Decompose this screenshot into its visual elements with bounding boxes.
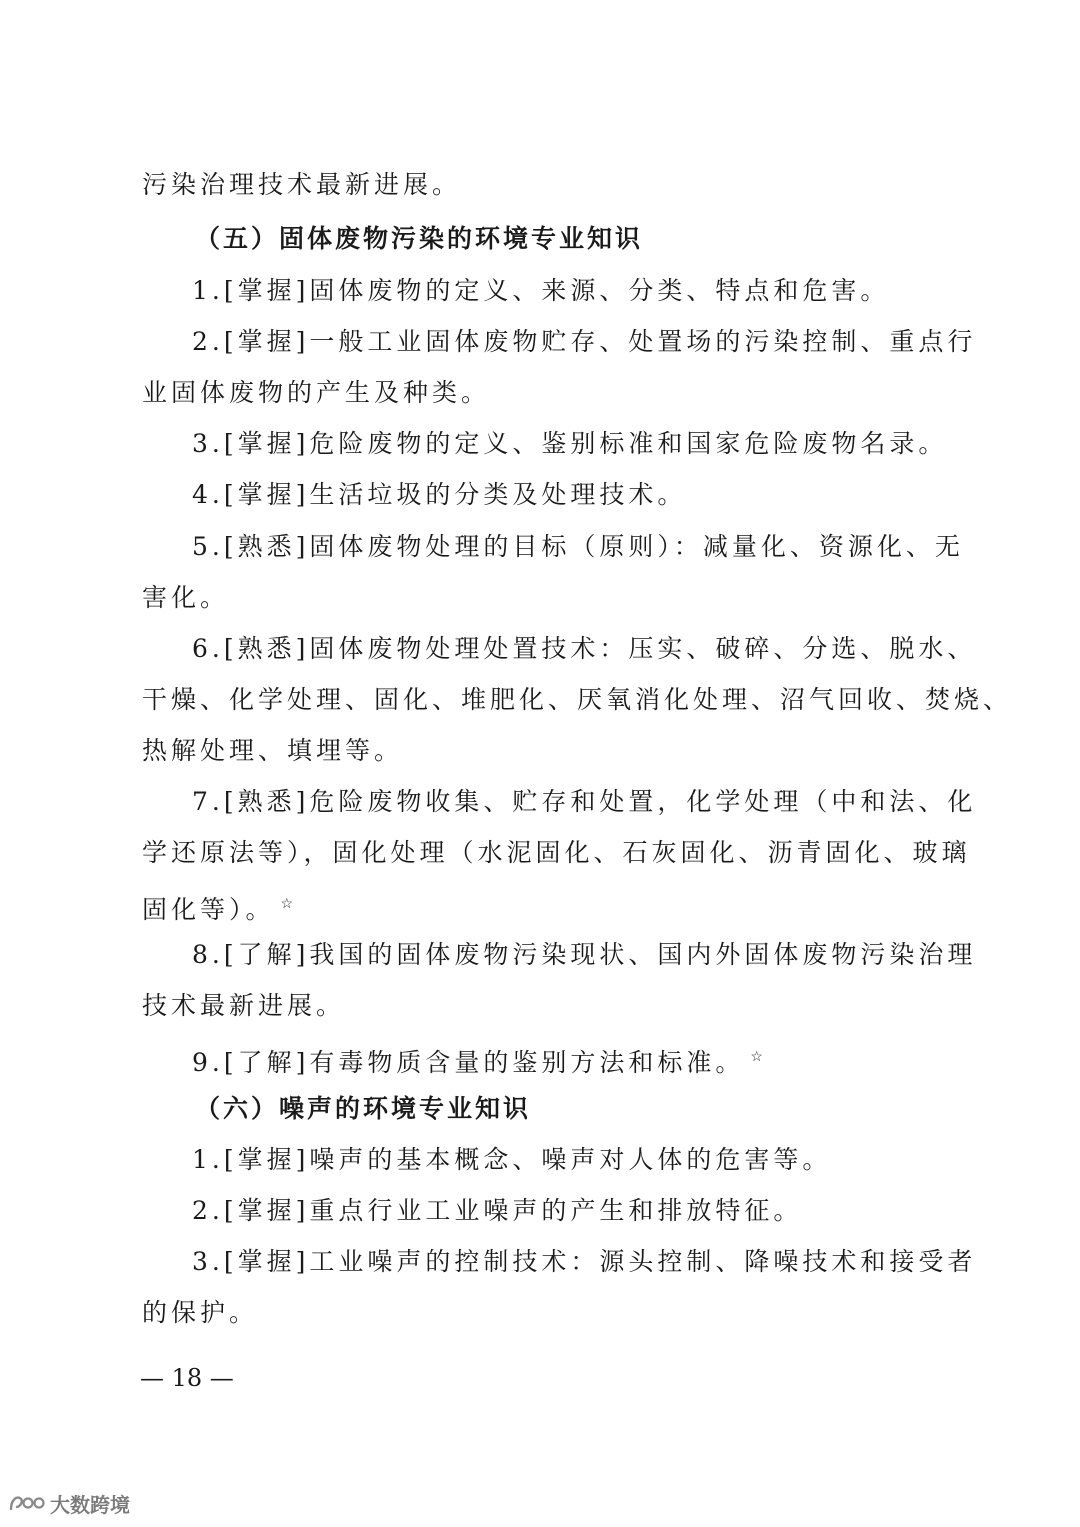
list-item: 1.[掌握]固体废物的定义、来源、分类、特点和危害。 bbox=[192, 276, 890, 305]
list-item: 6.[熟悉]固体废物处理处置技术：压实、破碎、分选、脱水、 bbox=[192, 634, 977, 663]
brand-logo-icon bbox=[8, 1491, 46, 1515]
list-item-continuation: 业固体废物的产生及种类。 bbox=[142, 378, 491, 407]
section-heading-solid-waste: （五）固体废物污染的环境专业知识 bbox=[195, 224, 644, 253]
list-item: 7.[熟悉]危险废物收集、贮存和处置，化学处理（中和法、化 bbox=[192, 787, 977, 816]
list-item: 2.[掌握]一般工业固体废物贮存、处置场的污染控制、重点行 bbox=[192, 327, 977, 356]
list-item-continuation bbox=[142, 887, 942, 924]
list-item-text: 固化等）。 bbox=[142, 895, 275, 924]
watermark bbox=[8, 1488, 130, 1518]
list-item: 5.[熟悉]固体废物处理的目标（原则）：减量化、资源化、无 bbox=[192, 532, 964, 561]
watermark-text: 大数跨境 bbox=[50, 1492, 130, 1517]
paragraph-continuation: 污染治理技术最新进展。 bbox=[142, 170, 462, 199]
list-item-continuation: 学还原法等），固化处理（水泥固化、石灰固化、沥青固化、玻璃 bbox=[142, 838, 971, 867]
list-item: 2.[掌握]重点行业工业噪声的产生和排放特征。 bbox=[192, 1196, 803, 1225]
page-number: — 18 — bbox=[140, 1364, 234, 1392]
list-item-continuation: 技术最新进展。 bbox=[142, 991, 346, 1020]
list-item-continuation: 害化。 bbox=[142, 583, 230, 612]
section-heading-noise: （六）噪声的环境专业知识 bbox=[195, 1094, 532, 1123]
list-item bbox=[192, 1040, 942, 1077]
list-item: 3.[掌握]危险废物的定义、鉴别标准和国家危险废物名录。 bbox=[192, 429, 948, 458]
list-item: 8.[了解]我国的固体废物污染现状、国内外固体废物污染治理 bbox=[192, 940, 977, 969]
list-item-continuation: 的保护。 bbox=[142, 1298, 259, 1327]
list-item: 1.[掌握]噪声的基本概念、噪声对人体的危害等。 bbox=[192, 1145, 832, 1174]
list-item-continuation: 热解处理、填埋等。 bbox=[142, 736, 404, 765]
list-item: 4.[掌握]生活垃圾的分类及处理技术。 bbox=[192, 480, 687, 509]
list-item-text: 9.[了解]有毒物质含量的鉴别方法和标准。 bbox=[192, 1048, 745, 1077]
list-item-continuation: 干燥、化学处理、固化、堆肥化、厌氧消化处理、沼气回收、焚烧、 bbox=[142, 685, 1013, 714]
list-item: 3.[掌握]工业噪声的控制技术：源头控制、降噪技术和接受者 bbox=[192, 1247, 977, 1276]
star-mark: ☆ bbox=[750, 1049, 763, 1065]
star-mark: ☆ bbox=[280, 896, 294, 912]
